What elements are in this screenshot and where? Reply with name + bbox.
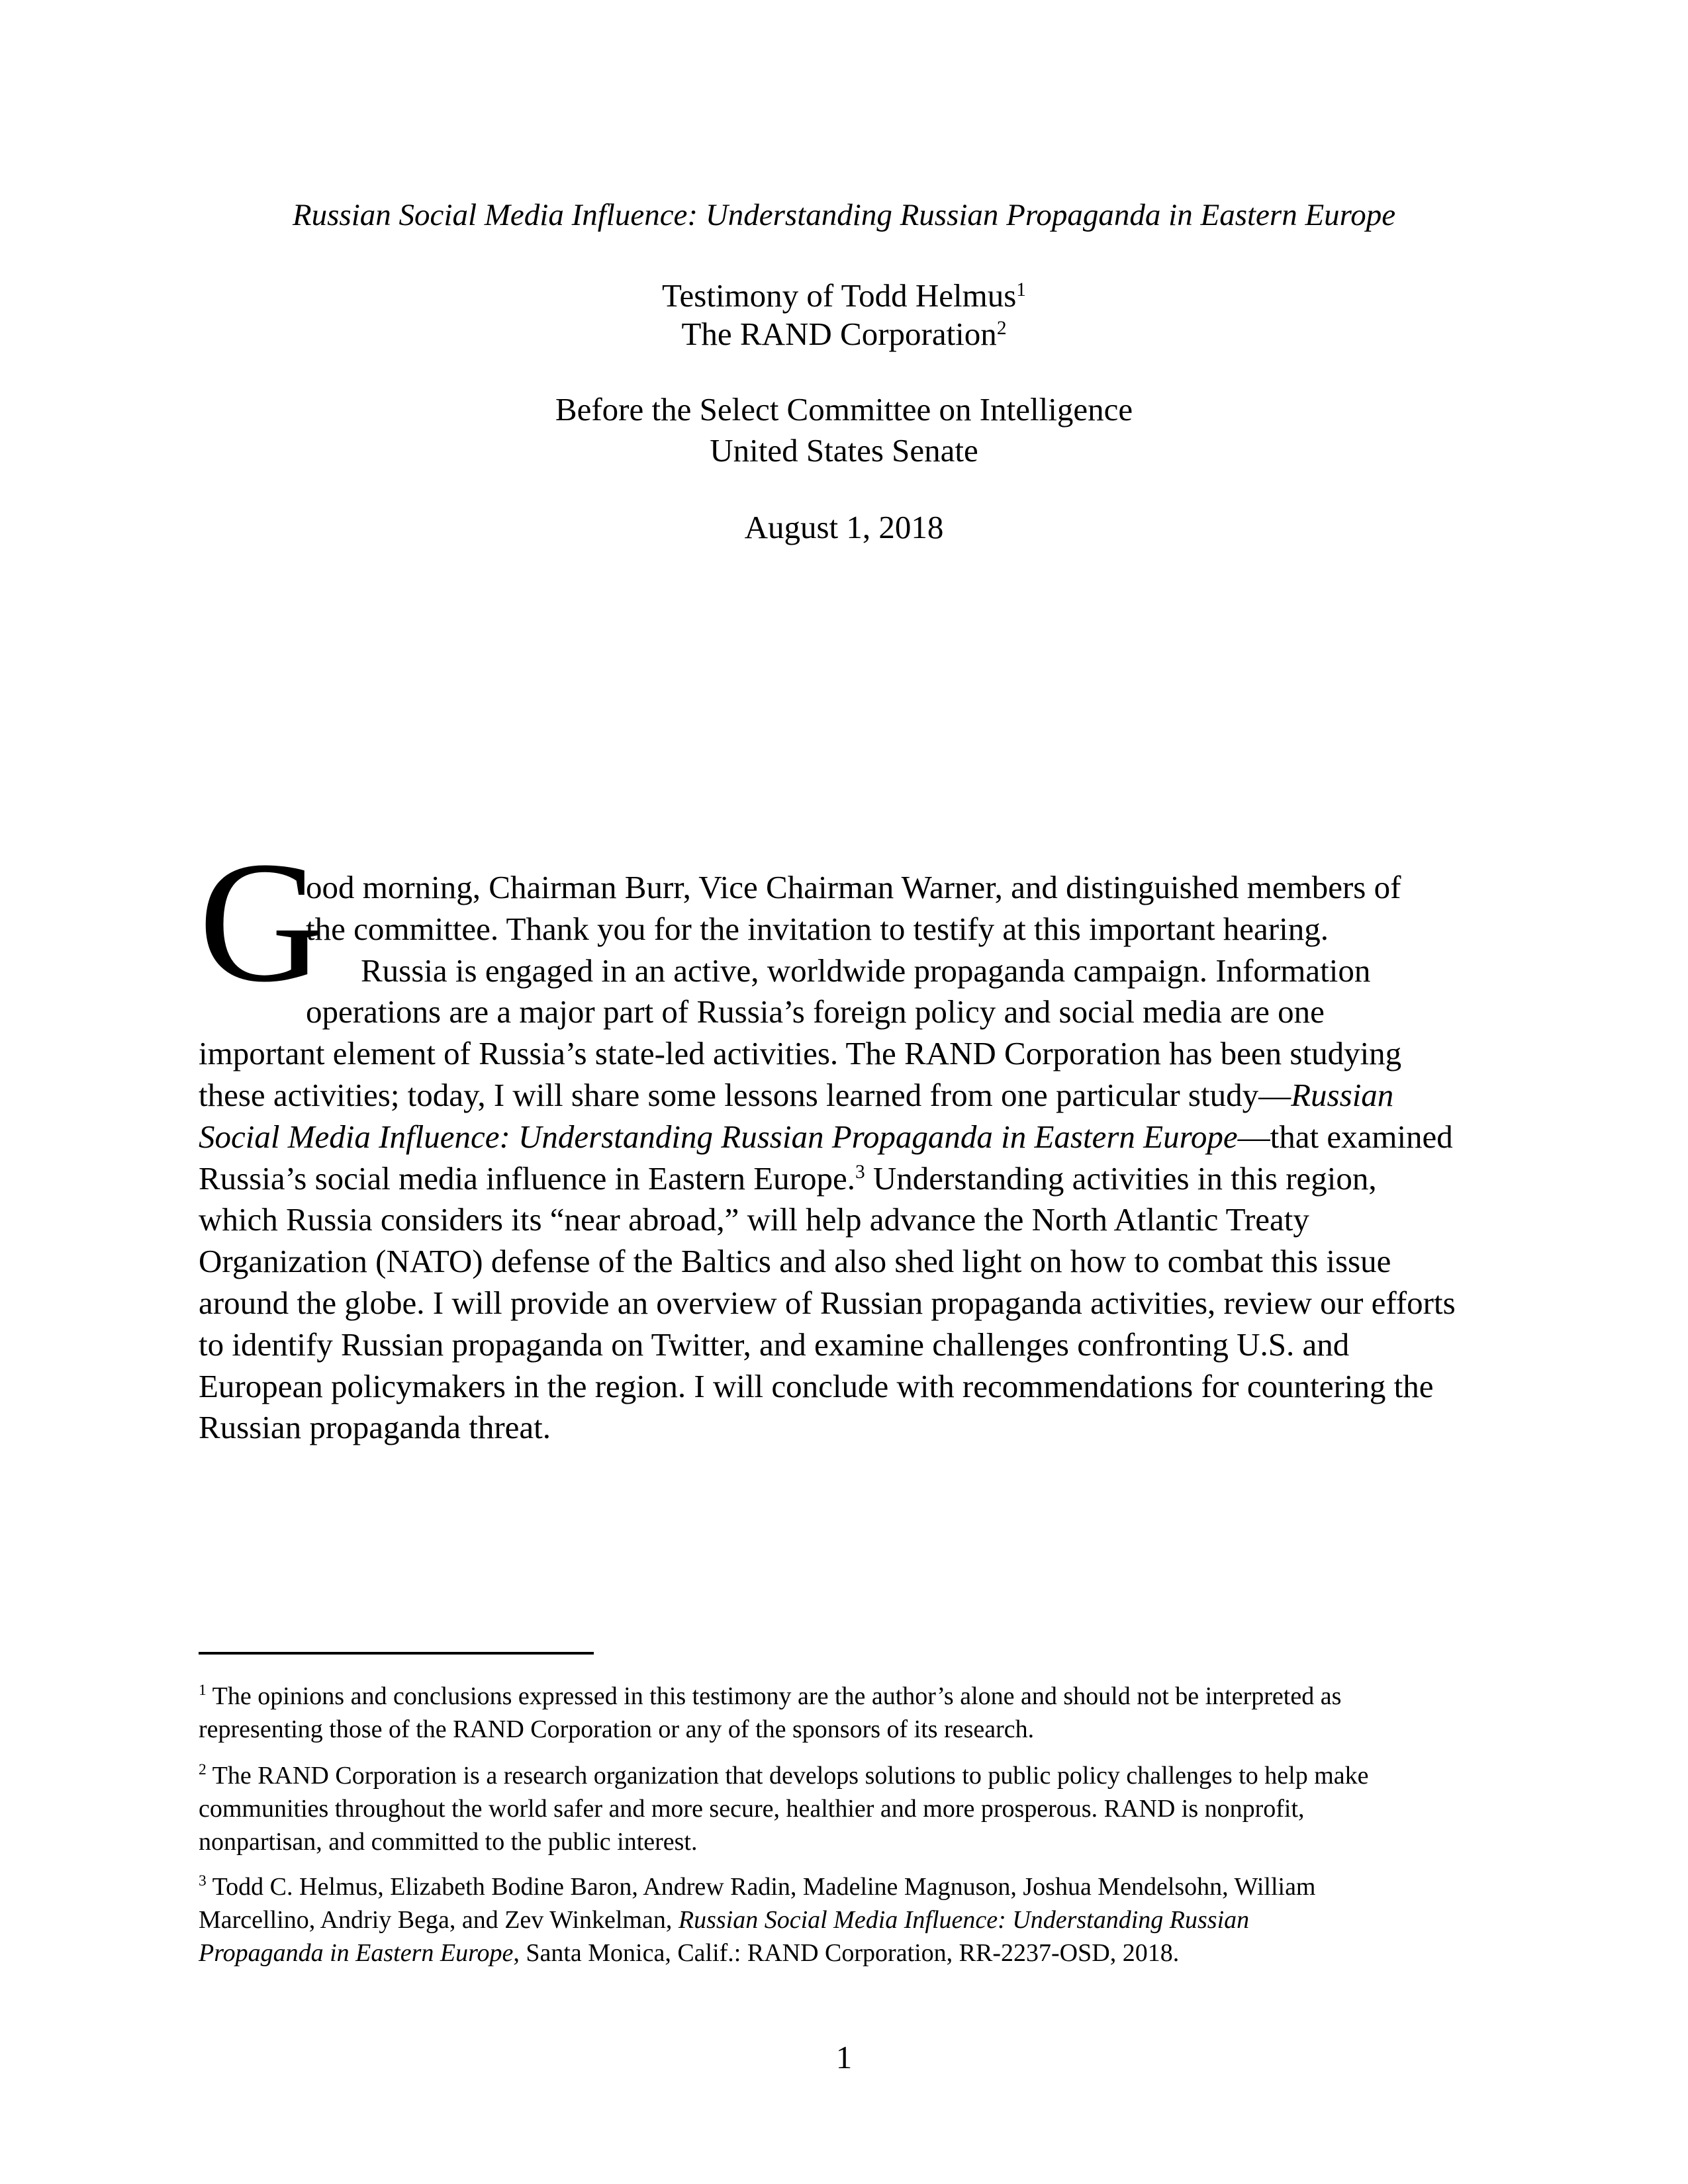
body-line (199, 1158, 1377, 1205)
footnote-text: communities throughout the world safer and more secure, healthier and more prosperous. RAND is nonprofit, (199, 1795, 1305, 1823)
committee-line: Before the Select Committee on Intelligence (555, 391, 1133, 428)
footnote-text: , Santa Monica, Calif.: RAND Corporation, RR-2237-OSD, 2018. (513, 1939, 1180, 1967)
cited-title: Social Media Influence: Understanding Russian Propaganda in Eastern Europe (199, 1118, 1238, 1155)
footnote-ref-1[interactable]: 1 (1016, 279, 1026, 300)
body-text-segment: —that examined (1237, 1118, 1453, 1155)
body-line: the committee. Thank you for the invitation to testify at this important hearing. (306, 910, 1329, 947)
footnote-separator (199, 1652, 594, 1655)
footnote-ref-3[interactable]: 3 (855, 1161, 865, 1183)
senate-line: United States Senate (710, 432, 978, 469)
body-line: Organization (NATO) defense of the Baltics and also shed light on how to combat this issue (199, 1243, 1391, 1280)
footnote-2-line (199, 1825, 698, 1858)
footnote-text: Marcellino, Andriy Bega, and Zev Winkelman, (199, 1906, 679, 1934)
body-line (199, 1116, 1453, 1158)
footnote-text: Todd C. Helmus, Elizabeth Bodine Baron, Andrew Radin, Madeline Magnuson, Joshua Mendelsohn, William (212, 1873, 1316, 1901)
footnote-2-line (199, 1792, 1305, 1825)
body-line (199, 1075, 1393, 1116)
cited-title: Propaganda in Eastern Europe (199, 1939, 514, 1967)
footnote-text: The opinions and conclusions expressed in this testimony are the author’s alone and should not be interpreted as (212, 1682, 1342, 1710)
footnote-number: 2 (199, 1760, 207, 1778)
body-text-segment: Russia’s social media influence in Eastern Europe. (199, 1160, 855, 1197)
body-line: which Russia considers its “near abroad,” will help advance the North Atlantic Treaty (199, 1201, 1309, 1238)
page-number: 1 (835, 2039, 853, 2075)
body-text-segment: Understanding activities in this region, (865, 1160, 1377, 1197)
footnote-number: 3 (199, 1872, 207, 1889)
date-line: August 1, 2018 (744, 509, 944, 545)
body-line: European policymakers in the region. I will conclude with recommendations for countering the (199, 1367, 1434, 1404)
body-line: ood morning, Chairman Burr, Vice Chairman Warner, and distinguished members of (306, 869, 1401, 905)
body-line: important element of Russia’s state-led activities. The RAND Corporation has been studying (199, 1035, 1402, 1072)
footnote-text: nonpartisan, and committed to the public interest. (199, 1828, 698, 1856)
footnote-text: The RAND Corporation is a research organization that develops solutions to public policy challenges to help make (212, 1762, 1369, 1790)
organization-text: The RAND Corporation (681, 316, 997, 352)
document-title: Russian Social Media Influence: Understanding Russian Propaganda in Eastern Europe (292, 198, 1396, 232)
footnote-3-line (199, 1870, 1316, 1907)
body-line: Russia is engaged in an active, worldwide propaganda campaign. Information (361, 952, 1371, 989)
footnote-1-line (199, 1680, 1341, 1716)
cited-title: Russian (1291, 1077, 1394, 1113)
drop-cap: G (199, 826, 324, 1018)
body-line: operations are a major part of Russia’s foreign policy and social media are one (306, 993, 1325, 1030)
footnote-1-line (199, 1713, 1034, 1746)
footnote-number: 1 (199, 1681, 207, 1699)
body-line: to identify Russian propaganda on Twitter, and examine challenges confronting U.S. and (199, 1326, 1350, 1363)
footnote-text: representing those of the RAND Corporation or any of the sponsors of its research. (199, 1715, 1035, 1743)
footnote-2-line (199, 1759, 1368, 1796)
testimony-line (0, 277, 1688, 320)
body-line: around the globe. I will provide an overview of Russian propaganda activities, review our efforts (199, 1285, 1456, 1321)
footnote-3-line (199, 1903, 1249, 1936)
cited-title: Russian Social Media Influence: Understanding Russian (678, 1906, 1250, 1934)
body-text-segment: these activities; today, I will share some lessons learned from one particular study— (199, 1077, 1291, 1113)
footnote-3-line (199, 1936, 1179, 1970)
organization-line (0, 315, 1688, 358)
footnote-ref-2[interactable]: 2 (996, 317, 1007, 339)
testimony-text: Testimony of Todd Helmus (662, 277, 1017, 314)
body-line: Russian propaganda threat. (199, 1409, 551, 1446)
